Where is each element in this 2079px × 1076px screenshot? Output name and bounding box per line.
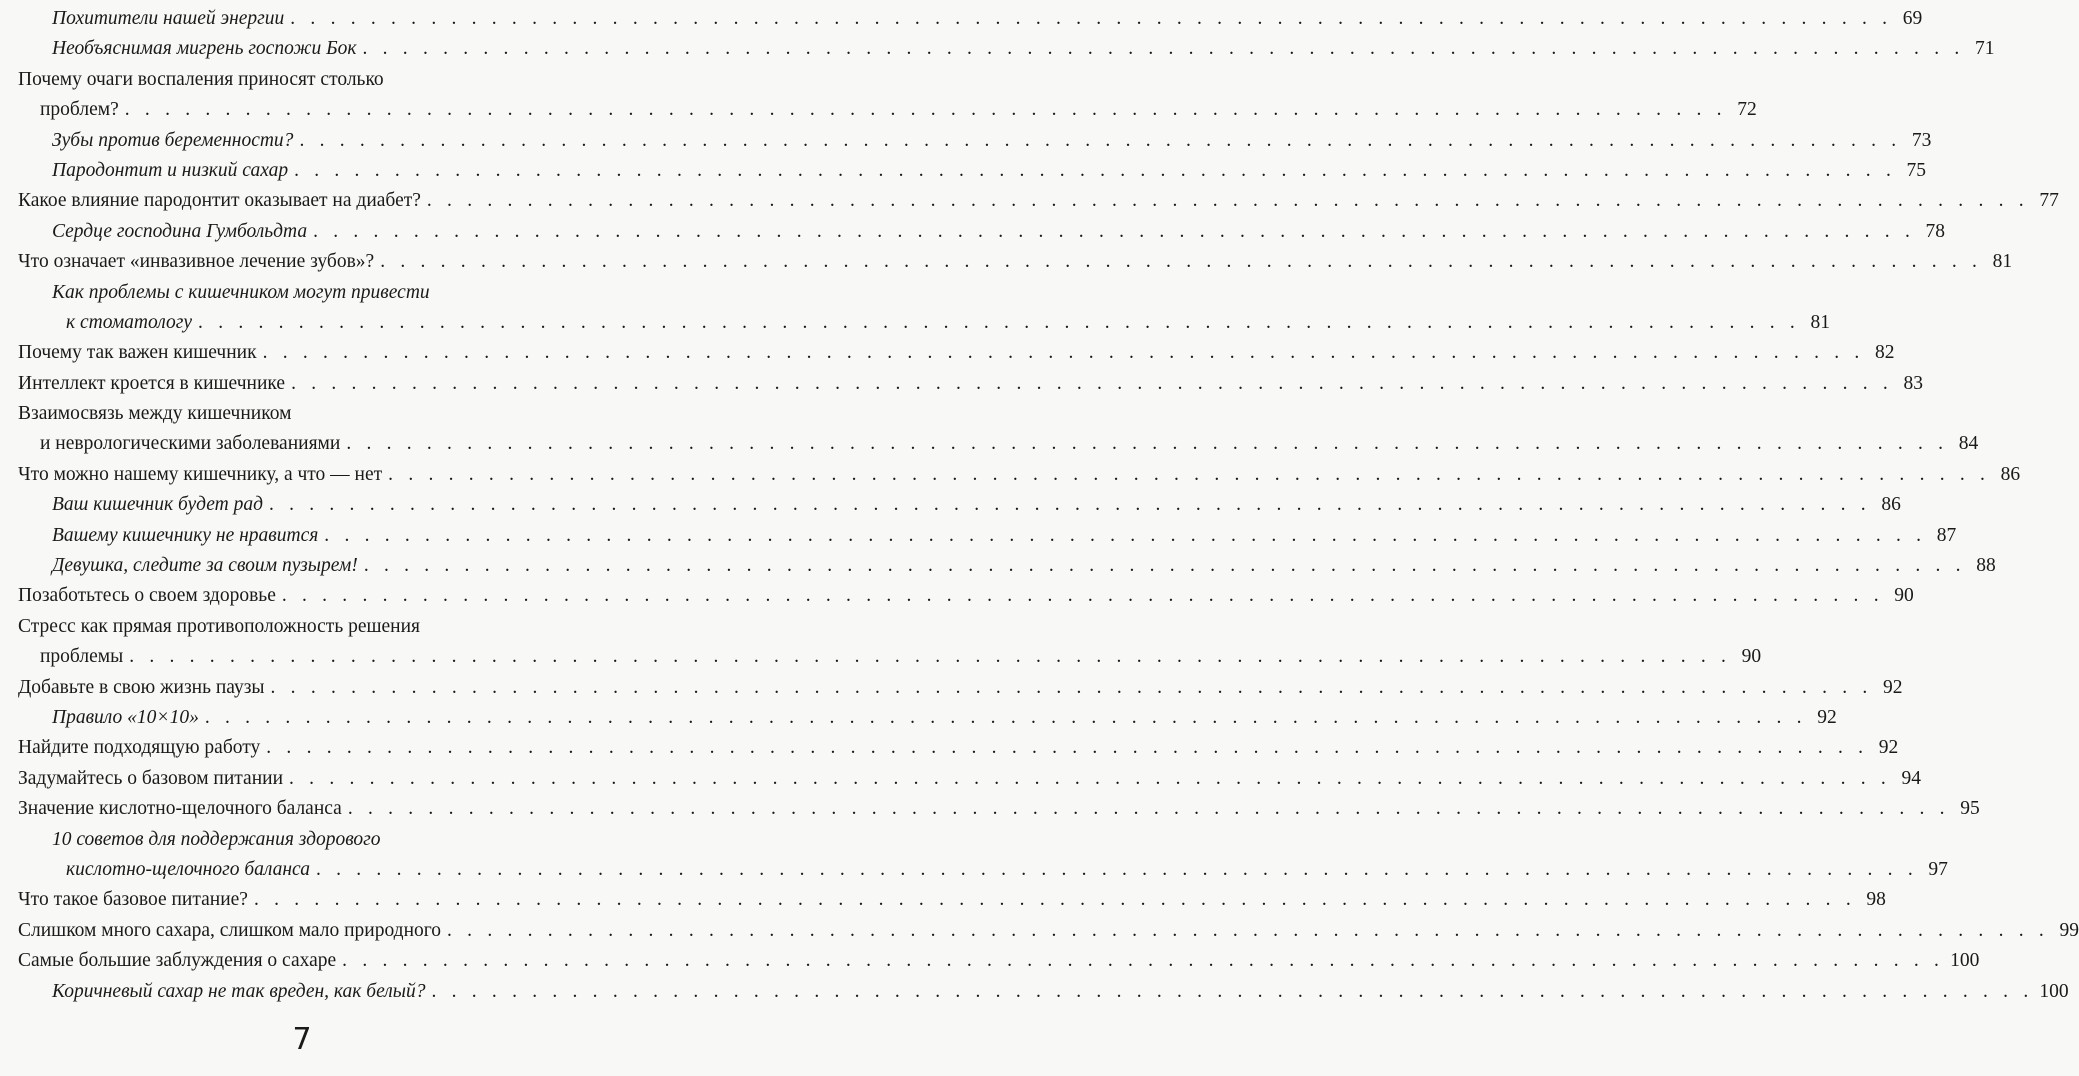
toc-entry-title: Зубы против беременности? bbox=[52, 129, 294, 151]
toc-entry[interactable] bbox=[0, 278, 1830, 339]
toc-page-number: 92 bbox=[1882, 676, 1903, 698]
page-number: 7 bbox=[292, 1022, 312, 1057]
toc-line bbox=[0, 399, 604, 429]
dot-leader: . . . . . . . . . . . . . . . . . . . . . . . . . . . . . . . . . . . . . . . . . . . . . . . . . . . . . . . . . . . . . . . . . . . . . . . . . . . . . . . . bbox=[342, 950, 1945, 972]
toc-entry-title: Как проблемы с кишечником могут привести bbox=[52, 281, 430, 303]
toc-entry-title: Что такое базовое питание? bbox=[18, 889, 248, 911]
toc-page-number: 77 bbox=[2039, 190, 2059, 212]
toc-page-number: 90 bbox=[1894, 585, 1914, 607]
toc-entry[interactable] bbox=[0, 946, 1980, 976]
toc-entry-title: Правило «10×10» bbox=[52, 706, 199, 728]
toc-entry-title: Позаботьтесь о своем здоровье bbox=[18, 585, 276, 607]
toc-line bbox=[0, 642, 1762, 672]
toc-entry-title: проблемы bbox=[40, 646, 124, 668]
toc-page-number: 72 bbox=[1737, 99, 1757, 121]
toc-line bbox=[0, 247, 2013, 277]
dot-leader: . . . . . . . . . . . . . . . . . . . . . . . . . . . . . . . . . . . . . . . . . . . . . . . . . . . . . . . . . . . . . . . . . . . . . . . . . . . . . . . . bbox=[198, 311, 1800, 333]
dot-leader: . . . . . . . . . . . . . . . . . . . . . . . . . . . . . . . . . . . . . . . . . . . . . . . . . . . . . . . . . . . . . . . . . . . . . . . . . . . . . . . . bbox=[426, 190, 2029, 212]
dot-leader: . . . . . . . . . . . . . . . . . . . . . . . . . . . . . . . . . . . . . . . . . . . . . . . . . . . . . . . . . . . . . . . . . . . . . . . . . . . . . . . . bbox=[291, 372, 1893, 394]
toc-line bbox=[0, 794, 1980, 824]
toc-line bbox=[0, 338, 1895, 368]
toc-entry-title: Что можно нашему кишечнику, а что — нет bbox=[18, 463, 383, 485]
toc-entry-title: Стресс как прямая противоположность решения bbox=[18, 615, 421, 637]
dot-leader: . . . . . . . . . . . . . . . . . . . . . . . . . . . . . . . . . . . . . . . . . . . . . . . . . . . . . . . . . . . . . . . . . . . . . . . . . . . . . . . . bbox=[253, 889, 1856, 911]
toc-entry[interactable] bbox=[0, 673, 1903, 703]
toc-entry[interactable] bbox=[0, 794, 1980, 824]
toc-page-number: 71 bbox=[1974, 38, 1995, 60]
toc-entry-title: Интеллект кроется в кишечнике bbox=[18, 372, 286, 394]
dot-leader: . . . . . . . . . . . . . . . . . . . . . . . . . . . . . . . . . . . . . . . . . . . . . . . . . . . . . . . . . . . . . . . . . . . . . . . . . . . . . . . . bbox=[262, 342, 1865, 364]
toc-page-number: 86 bbox=[1881, 494, 1901, 516]
toc-entry[interactable] bbox=[0, 369, 1923, 399]
toc-entry[interactable] bbox=[0, 34, 1995, 64]
toc-line bbox=[0, 490, 1901, 520]
toc-entry-title: Найдите подходящую работу bbox=[18, 737, 261, 759]
toc-line bbox=[0, 855, 1948, 885]
toc-entry[interactable] bbox=[0, 977, 2069, 1007]
toc-entry-title: Какое влияние пародонтит оказывает на диабет? bbox=[18, 190, 421, 212]
dot-leader: . . . . . . . . . . . . . . . . . . . . . . . . . . . . . . . . . . . . . . . . . . . . . . . . . . . . . . . . . . . . . . . . . . . . . . . . . . . . . . . . bbox=[294, 159, 1897, 181]
toc-line bbox=[0, 521, 1957, 551]
toc-entry-title: Добавьте в свою жизнь паузы bbox=[18, 676, 265, 698]
toc-entry-title: Значение кислотно-щелочного баланса bbox=[18, 798, 342, 820]
toc-page-number: 83 bbox=[1903, 372, 1923, 394]
toc-entry-title: кислотно-щелочного баланса bbox=[66, 858, 310, 880]
toc-page-number: 73 bbox=[1911, 129, 1932, 151]
toc-entry[interactable] bbox=[0, 65, 1757, 126]
toc-page-number: 100 bbox=[1950, 950, 1980, 972]
toc-line bbox=[0, 946, 1980, 976]
dot-leader: . . . . . . . . . . . . . . . . . . . . . . . . . . . . . . . . . . . . . . . . . . . . . . . . . . . . . . . . . . . . . . . . . . . . . . . . . . . . . . . . bbox=[346, 433, 1949, 455]
toc-entry[interactable] bbox=[0, 399, 1979, 460]
toc-line bbox=[0, 126, 1932, 156]
dot-leader: . . . . . . . . . . . . . . . . . . . . . . . . . . . . . . . . . . . . . . . . . . . . . . . . . . . . . . . . . . . . . . . . . . . . . . . . . . . . . . . . bbox=[290, 8, 1893, 29]
toc-entry[interactable] bbox=[0, 460, 2021, 490]
toc-entry[interactable] bbox=[0, 490, 1901, 520]
toc-line bbox=[0, 369, 1923, 399]
dot-leader: . . . . . . . . . . . . . . . . . . . . . . . . . . . . . . . . . . . . . . . . . . . . . . . . . . . . . . . . . . . . . . . . . . . . . . . . . . . . . . . . bbox=[270, 676, 1873, 698]
toc-page-number: 99 bbox=[2059, 919, 2079, 941]
toc-entry-title: Девушка, следите за своим пузырем! bbox=[52, 555, 358, 577]
toc-page-number: 84 bbox=[1958, 433, 1979, 455]
toc-entry[interactable] bbox=[0, 581, 1914, 611]
table-of-contents bbox=[0, 4, 2079, 1007]
dot-leader: . . . . . . . . . . . . . . . . . . . . . . . . . . . . . . . . . . . . . . . . . . . . . . . . . . . . . . . . . . . . . . . . . . . . . . . . . . . . . . . . bbox=[363, 555, 1966, 577]
toc-line bbox=[0, 825, 604, 855]
toc-line bbox=[0, 612, 604, 642]
toc-entry-title: Вашему кишечнику не нравится bbox=[52, 524, 319, 546]
toc-line bbox=[0, 308, 1830, 338]
toc-page-number: 75 bbox=[1906, 159, 1927, 181]
toc-line bbox=[0, 95, 1757, 125]
toc-line bbox=[0, 764, 1921, 794]
dot-leader: . . . . . . . . . . . . . . . . . . . . . . . . . . . . . . . . . . . . . . . . . . . . . . . . . . . . . . . . . . . . . . . . . . . . . . . . . . . . . . . . bbox=[266, 737, 1869, 759]
toc-entry-title: Слишком много сахара, слишком мало природного bbox=[18, 919, 442, 941]
dot-leader: . . . . . . . . . . . . . . . . . . . . . . . . . . . . . . . . . . . . . . . . . . . . . . . . . . . . . . . . . . . . . . . . . . . . . . . . . . . . . . . . bbox=[447, 919, 2049, 941]
toc-page-number: 94 bbox=[1901, 767, 1921, 789]
toc-entry-title: проблем? bbox=[40, 99, 119, 121]
dot-leader: . . . . . . . . . . . . . . . . . . . . . . . . . . . . . . . . . . . . . . . . . . . . . . . . . . . . . . . . . . . . . . . . . . . . . . . . . . . . . . . . bbox=[347, 798, 1950, 820]
toc-entry-title: Что означает «инвазивное лечение зубов»? bbox=[18, 251, 375, 273]
toc-line bbox=[0, 885, 1886, 915]
toc-entry[interactable] bbox=[0, 733, 1899, 763]
toc-line bbox=[0, 4, 1923, 34]
toc-entry-title: Необъяснимая мигрень госпожи Бок bbox=[52, 38, 357, 60]
toc-entry-title: Ваш кишечник будет рад bbox=[52, 494, 263, 516]
dot-leader: . . . . . . . . . . . . . . . . . . . . . . . . . . . . . . . . . . . . . . . . . . . . . . . . . . . . . . . . . . . . . . . . . . . . . . . . . . . . . . . . bbox=[124, 99, 1727, 121]
toc-entry-title: Пародонтит и низкий сахар bbox=[52, 159, 289, 181]
toc-entry[interactable] bbox=[0, 247, 2013, 277]
toc-entry[interactable] bbox=[0, 703, 1837, 733]
dot-leader: . . . . . . . . . . . . . . . . . . . . . . . . . . . . . . . . . . . . . . . . . . . . . . . . . . . . . . . . . . . . . . . . . . . . . . . . . . . . . . . . bbox=[324, 524, 1927, 546]
toc-line bbox=[0, 217, 1946, 247]
toc-page-number: 82 bbox=[1875, 342, 1895, 364]
dot-leader: . . . . . . . . . . . . . . . . . . . . . . . . . . . . . . . . . . . . . . . . . . . . . . . . . . . . . . . . . . . . . . . . . . . . . . . . . . . . . . . . bbox=[299, 129, 1902, 151]
toc-entry[interactable] bbox=[0, 126, 1932, 156]
toc-page-number: 86 bbox=[2000, 463, 2021, 485]
toc-entry-title: Взаимосвязь между кишечником bbox=[18, 403, 292, 425]
toc-line bbox=[0, 733, 1899, 763]
dot-leader: . . . . . . . . . . . . . . . . . . . . . . . . . . . . . . . . . . . . . . . . . . . . . . . . . . . . . . . . . . . . . . . . . . . . . . . . . . . . . . . . bbox=[204, 706, 1807, 728]
toc-entry-title: Сердце господина Гумбольдта bbox=[52, 220, 308, 242]
toc-page-number: 95 bbox=[1960, 798, 1980, 820]
toc-entry[interactable] bbox=[0, 156, 1927, 186]
toc-entry[interactable] bbox=[0, 186, 2059, 216]
toc-line bbox=[0, 186, 2059, 216]
toc-entry-title: и неврологическими заболеваниями bbox=[40, 433, 341, 455]
toc-line bbox=[0, 460, 2021, 490]
dot-leader: . . . . . . . . . . . . . . . . . . . . . . . . . . . . . . . . . . . . . . . . . . . . . . . . . . . . . . . . . . . . . . . . . . . . . . . . . . . . . . . . bbox=[129, 646, 1732, 668]
toc-line bbox=[0, 156, 1927, 186]
toc-entry-title: Задумайтесь о базовом питании bbox=[18, 767, 284, 789]
toc-entry[interactable] bbox=[0, 612, 1762, 673]
toc-line bbox=[0, 673, 1903, 703]
dot-leader: . . . . . . . . . . . . . . . . . . . . . . . . . . . . . . . . . . . . . . . . . . . . . . . . . . . . . . . . . . . . . . . . . . . . . . . . . . . . . . . . bbox=[431, 980, 2034, 1002]
toc-line bbox=[0, 703, 1837, 733]
toc-entry-title: Самые большие заблуждения о сахаре bbox=[18, 950, 337, 972]
toc-page-number: 81 bbox=[1992, 251, 2013, 273]
toc-line bbox=[0, 551, 1996, 581]
toc-entry-title: Похитители нашей энергии bbox=[52, 8, 285, 29]
toc-entry-title: 10 советов для поддержания здорового bbox=[52, 828, 381, 850]
toc-entry[interactable] bbox=[0, 521, 1957, 551]
dot-leader: . . . . . . . . . . . . . . . . . . . . . . . . . . . . . . . . . . . . . . . . . . . . . . . . . . . . . . . . . . . . . . . . . . . . . . . . . . . . . . . . bbox=[313, 220, 1916, 242]
dot-leader: . . . . . . . . . . . . . . . . . . . . . . . . . . . . . . . . . . . . . . . . . . . . . . . . . . . . . . . . . . . . . . . . . . . . . . . . . . . . . . . . bbox=[289, 767, 1891, 789]
toc-page-number: 90 bbox=[1741, 646, 1762, 668]
toc-line bbox=[0, 429, 1979, 459]
toc-line bbox=[0, 278, 604, 308]
toc-entry[interactable] bbox=[0, 764, 1921, 794]
toc-page-number: 81 bbox=[1810, 311, 1830, 333]
toc-page-number: 98 bbox=[1866, 889, 1886, 911]
dot-leader: . . . . . . . . . . . . . . . . . . . . . . . . . . . . . . . . . . . . . . . . . . . . . . . . . . . . . . . . . . . . . . . . . . . . . . . . . . . . . . . . bbox=[281, 585, 1884, 607]
dot-leader: . . . . . . . . . . . . . . . . . . . . . . . . . . . . . . . . . . . . . . . . . . . . . . . . . . . . . . . . . . . . . . . . . . . . . . . . . . . . . . . . bbox=[362, 38, 1965, 60]
dot-leader: . . . . . . . . . . . . . . . . . . . . . . . . . . . . . . . . . . . . . . . . . . . . . . . . . . . . . . . . . . . . . . . . . . . . . . . . . . . . . . . . bbox=[388, 463, 1991, 485]
toc-entry-title: Почему очаги воспаления приносят столько bbox=[18, 68, 384, 90]
toc-entry[interactable] bbox=[0, 885, 1886, 915]
toc-line bbox=[0, 916, 2079, 946]
dot-leader: . . . . . . . . . . . . . . . . . . . . . . . . . . . . . . . . . . . . . . . . . . . . . . . . . . . . . . . . . . . . . . . . . . . . . . . . . . . . . . . . bbox=[380, 251, 1983, 273]
toc-page-number: 78 bbox=[1925, 220, 1946, 242]
toc-entry-title: Коричневый сахар не так вреден, как белый? bbox=[52, 980, 426, 1002]
toc-page-number: 69 bbox=[1902, 8, 1923, 29]
toc-page-number: 87 bbox=[1936, 524, 1957, 546]
dot-leader: . . . . . . . . . . . . . . . . . . . . . . . . . . . . . . . . . . . . . . . . . . . . . . . . . . . . . . . . . . . . . . . . . . . . . . . . . . . . . . . . bbox=[268, 494, 1871, 516]
toc-entry[interactable] bbox=[0, 4, 1923, 34]
toc-page-number: 100 bbox=[2039, 980, 2069, 1002]
toc-entry[interactable] bbox=[0, 825, 1948, 886]
toc-entry[interactable] bbox=[0, 217, 1946, 247]
toc-page-number: 88 bbox=[1976, 555, 1996, 577]
toc-entry[interactable] bbox=[0, 916, 2079, 946]
toc-page-number: 97 bbox=[1928, 858, 1948, 880]
toc-entry[interactable] bbox=[0, 551, 1996, 581]
toc-line bbox=[0, 65, 604, 95]
toc-line bbox=[0, 581, 1914, 611]
dot-leader: . . . . . . . . . . . . . . . . . . . . . . . . . . . . . . . . . . . . . . . . . . . . . . . . . . . . . . . . . . . . . . . . . . . . . . . . . . . . . . . . bbox=[315, 858, 1918, 880]
toc-page-number: 92 bbox=[1878, 737, 1899, 759]
toc-entry[interactable] bbox=[0, 338, 1895, 368]
toc-line bbox=[0, 34, 1995, 64]
toc-line bbox=[0, 977, 2069, 1007]
toc-page-number: 92 bbox=[1817, 706, 1837, 728]
toc-entry-title: Почему так важен кишечник bbox=[18, 342, 257, 364]
toc-entry-title: к стоматологу bbox=[66, 311, 193, 333]
